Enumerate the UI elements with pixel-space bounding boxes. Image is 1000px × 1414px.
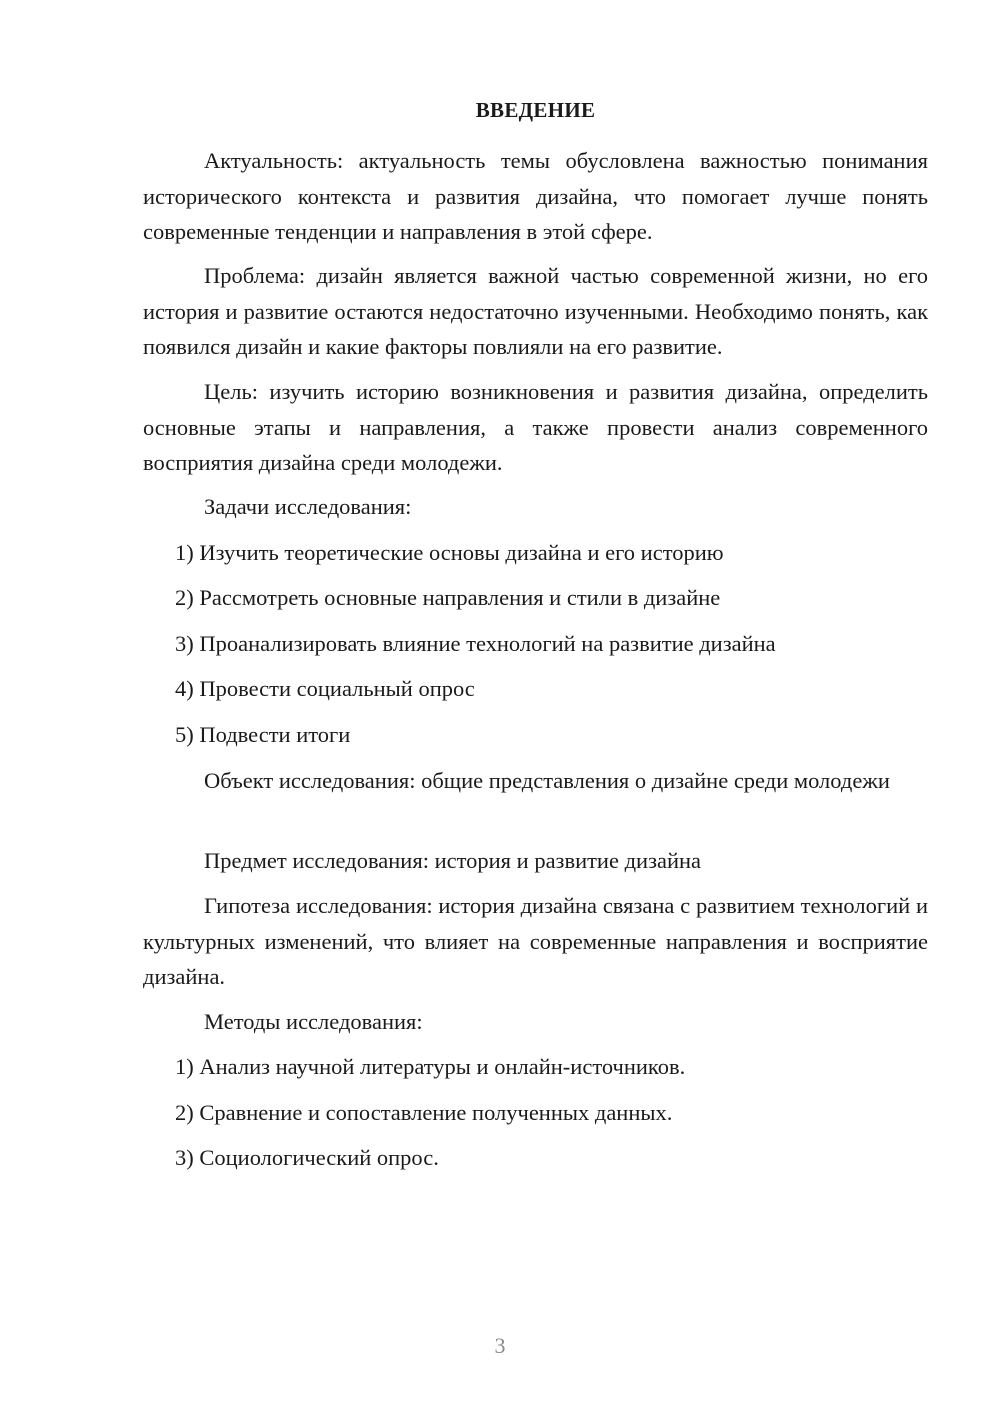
object-paragraph: Объект исследования: общие представления о дизайне среди молодежи — [204, 768, 890, 793]
subject-paragraph: Предмет исследования: история и развитие дизайна — [204, 848, 702, 873]
task-item-4: 4) Провести социальный опрос — [175, 676, 475, 701]
method-item-1: 1) Анализ научной литературы и онлайн-источников. — [175, 1054, 686, 1079]
tasks-heading: Задачи исследования: — [204, 494, 412, 519]
page-number: 3 — [494, 1333, 506, 1358]
task-item-2: 2) Рассмотреть основные направления и стили в дизайне — [175, 585, 721, 610]
goal-paragraph: Цель: изучить историю возникновения и развития дизайна, определить основные этапы и направления, а также провести анализ современного восприятия дизайна среди молодежи. — [143, 379, 928, 475]
relevance-paragraph: Актуальность: актуальность темы обусловлена важностью понимания исторического контекста и развития дизайна, что помогает лучше понять современные тенденции и направления в этой сфере. — [143, 148, 928, 244]
hypothesis-paragraph: Гипотеза исследования: история дизайна связана с развитием технологий и культурных изменений, что влияет на современные направления и восприятие дизайна. — [143, 893, 928, 989]
task-item-5: 5) Подвести итоги — [175, 722, 351, 747]
method-item-2: 2) Сравнение и сопоставление полученных данных. — [175, 1100, 673, 1125]
method-item-3: 3) Социологический опрос. — [175, 1145, 439, 1170]
task-item-1: 1) Изучить теоретические основы дизайна и его историю — [175, 540, 724, 565]
problem-paragraph: Проблема: дизайн является важной частью современной жизни, но его история и развитие остаются недостаточно изученными. Необходимо понять, как появился дизайн и какие факторы повлияли на его развитие. — [143, 263, 928, 359]
methods-heading: Методы исследования: — [204, 1009, 423, 1034]
page-title: ВВЕДЕНИЕ — [475, 98, 596, 122]
task-item-3: 3) Проанализировать влияние технологий на развитие дизайна — [175, 631, 776, 656]
